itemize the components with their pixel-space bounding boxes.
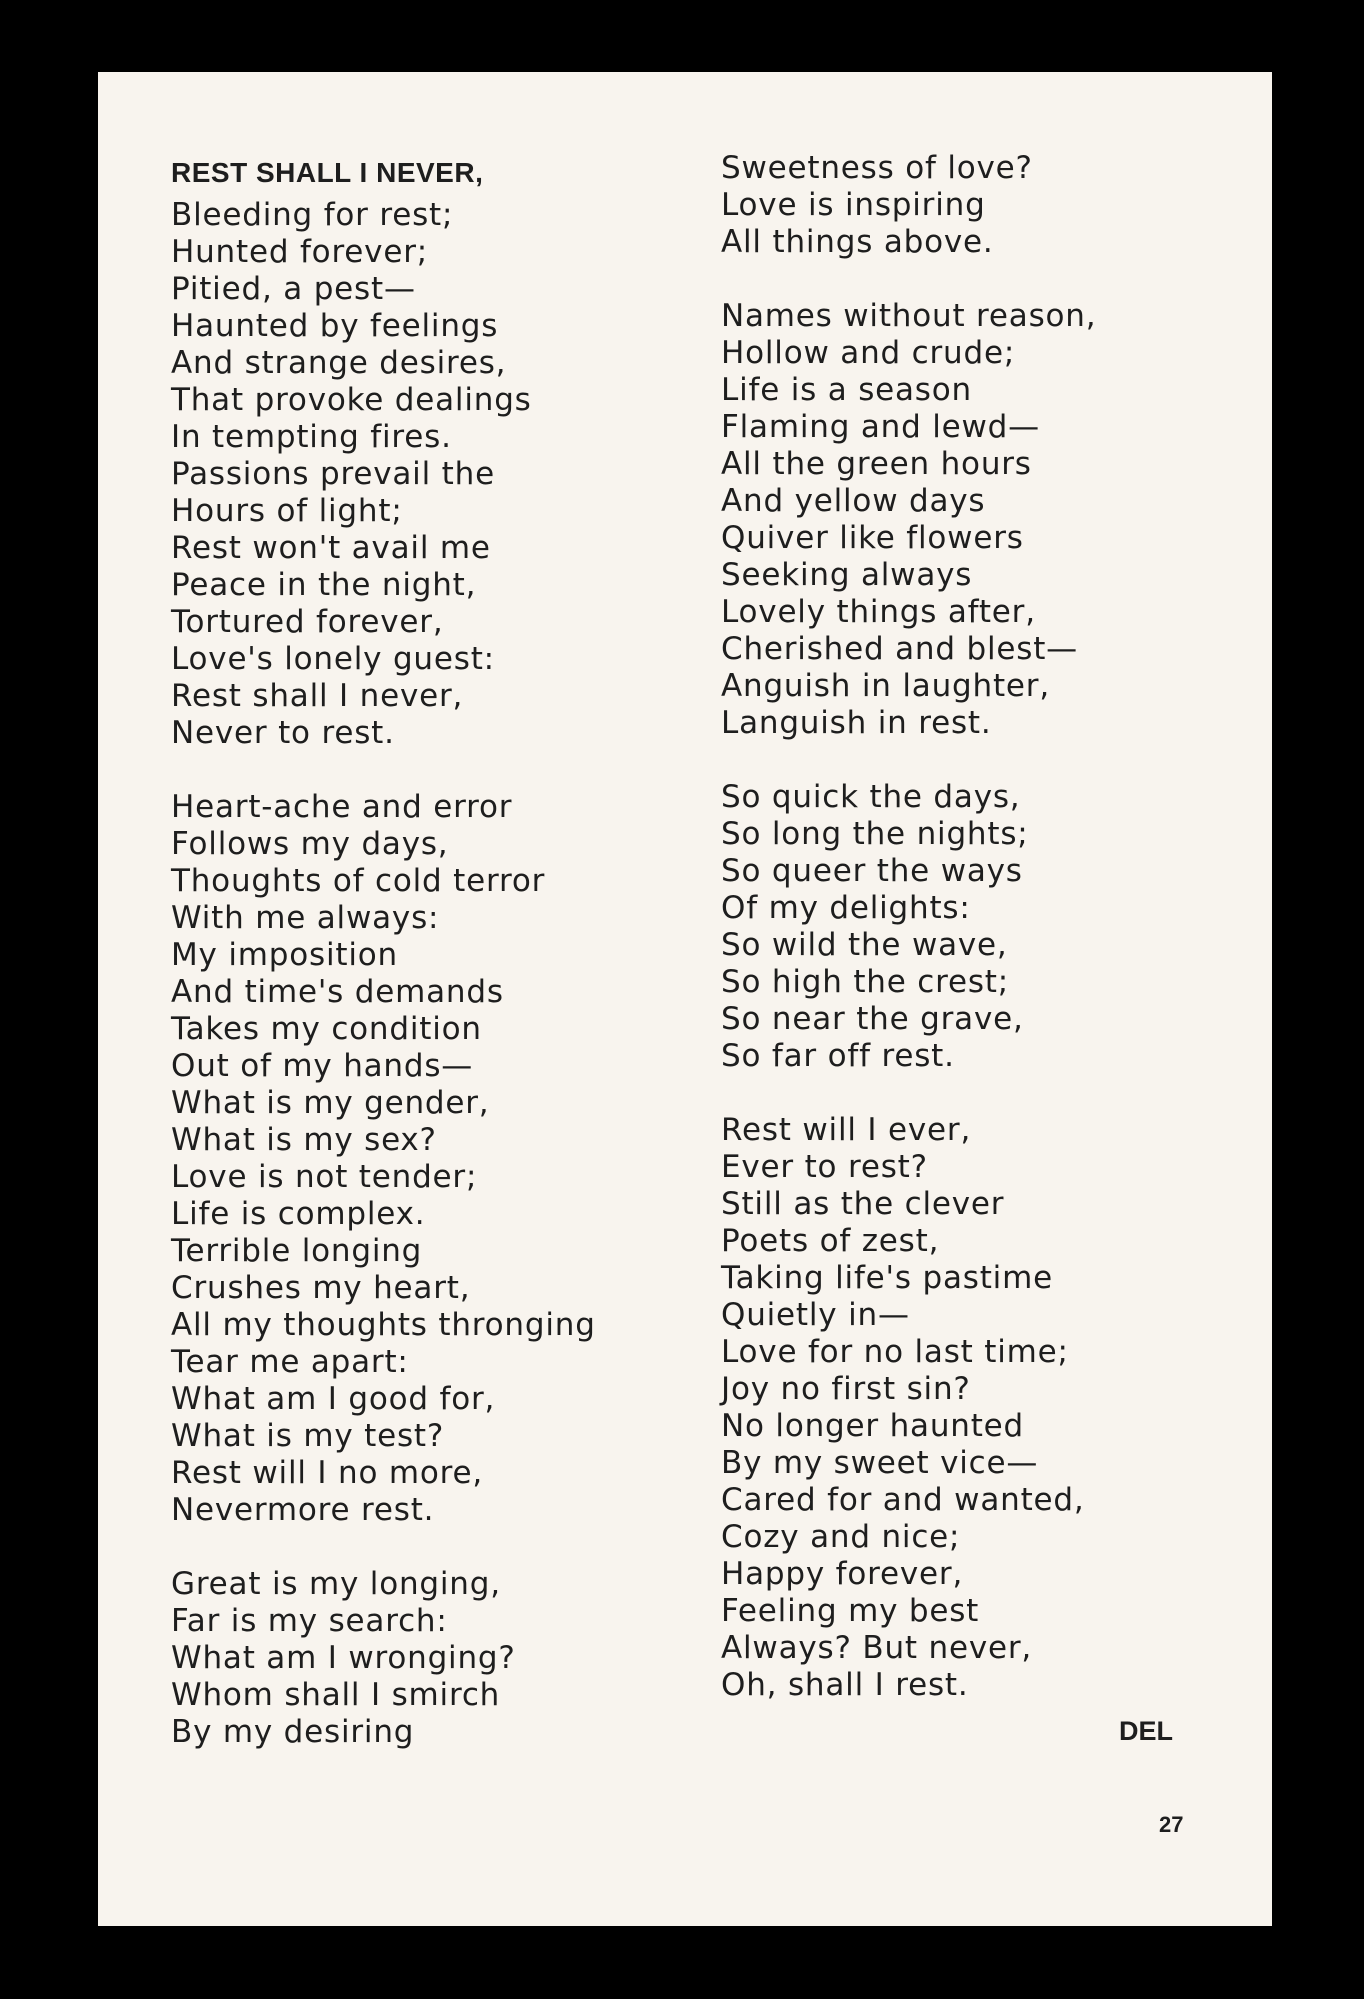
poem-line: With me always:: [171, 900, 440, 936]
poem-line: And strange desires,: [171, 345, 507, 381]
poem-line: Love for no last time;: [721, 1334, 1069, 1370]
poem-line: Quietly in—: [721, 1297, 910, 1333]
poem-line: Never to rest.: [171, 715, 395, 751]
poem-line: Love is inspiring: [721, 187, 986, 223]
poem-line: So queer the ways: [721, 853, 1023, 889]
poem-line: Always? But never,: [721, 1630, 1033, 1666]
poem-line: All my thoughts thronging: [171, 1307, 596, 1343]
poem-line: Life is complex.: [171, 1196, 426, 1232]
poem-line: And yellow days: [721, 483, 986, 519]
poem-line: Terrible longing: [171, 1233, 423, 1269]
poem-line: Tortured forever,: [171, 604, 444, 640]
poem-line: Great is my longing,: [171, 1566, 501, 1602]
poem-line: What is my sex?: [171, 1122, 437, 1158]
poem-line: So near the grave,: [721, 1001, 1024, 1037]
poem-line: Hollow and crude;: [721, 335, 1016, 371]
stanza: [721, 298, 1241, 742]
poem-line: Out of my hands—: [171, 1048, 474, 1084]
poem-line: Taking life's pastime: [721, 1260, 1053, 1296]
poem-line: Names without reason,: [721, 298, 1097, 334]
poem-line: Feeling my best: [721, 1593, 980, 1629]
left-column: [171, 150, 691, 1788]
poem-line: Hunted forever;: [171, 234, 428, 270]
poem-line: Passions prevail the: [171, 456, 495, 492]
page-number: 27: [1159, 1812, 1184, 1837]
poem-title: REST SHALL I NEVER,: [171, 157, 484, 188]
poem-line: All the green hours: [721, 446, 1032, 482]
poem-line: Far is my search:: [171, 1603, 448, 1639]
poem-line: So quick the days,: [721, 779, 1021, 815]
stanza: [171, 789, 691, 1529]
poem-line: Happy forever,: [721, 1556, 964, 1592]
stanza: [721, 779, 1241, 1075]
poem-line: Thoughts of cold terror: [171, 863, 546, 899]
poem-line: Oh, shall I rest.: [721, 1667, 969, 1703]
poem-line: All things above.: [721, 224, 994, 260]
poem-line: That provoke dealings: [171, 382, 532, 418]
poem-line: Takes my condition: [171, 1011, 482, 1047]
poem-line: Ever to rest?: [721, 1149, 928, 1185]
poem-line: Love is not tender;: [171, 1159, 478, 1195]
poem-line: My imposition: [171, 937, 398, 973]
poem-line: Joy no first sin?: [721, 1371, 971, 1407]
poem-line: Seeking always: [721, 557, 973, 593]
poem-line: Pitied, a pest—: [171, 271, 416, 307]
poem-line: By my desiring: [171, 1714, 415, 1750]
poem-line: Cherished and blest—: [721, 631, 1078, 667]
poem-line: Sweetness of love?: [721, 150, 1033, 186]
poem-line: Still as the clever: [721, 1186, 1005, 1222]
poem-line: Follows my days,: [171, 826, 449, 862]
poem-line: Tear me apart:: [171, 1344, 409, 1380]
poem-line: What am I good for,: [171, 1381, 496, 1417]
poem-line: Languish in rest.: [721, 705, 992, 741]
poem-line: And time's demands: [171, 974, 504, 1010]
poem-line: What am I wronging?: [171, 1640, 516, 1676]
poem-line: Rest shall I never,: [171, 678, 464, 714]
poem-line: Rest won't avail me: [171, 530, 491, 566]
poem-line: Love's lonely guest:: [171, 641, 495, 677]
poem-line: Rest will I no more,: [171, 1455, 484, 1491]
poem-author: DEL: [1119, 1716, 1173, 1746]
poem-line: Haunted by feelings: [171, 308, 499, 344]
poem-line: What is my test?: [171, 1418, 445, 1454]
poem-line: What is my gender,: [171, 1085, 490, 1121]
poem-line: So far off rest.: [721, 1038, 955, 1074]
stanza: [721, 1112, 1241, 1704]
page: [98, 72, 1272, 1926]
poem-line: Life is a season: [721, 372, 972, 408]
stanza: [171, 1566, 691, 1751]
stanza: [721, 150, 1241, 261]
poem-line: In tempting fires.: [171, 419, 452, 455]
right-column: [721, 150, 1241, 1741]
poem-line: So long the nights;: [721, 816, 1029, 852]
poem-line: Cared for and wanted,: [721, 1482, 1085, 1518]
poem-line: Anguish in laughter,: [721, 668, 1050, 704]
poem-line: Hours of light;: [171, 493, 403, 529]
poem-line: Peace in the night,: [171, 567, 477, 603]
poem-line: By my sweet vice—: [721, 1445, 1039, 1481]
stanza: [171, 197, 691, 752]
poem-line: So wild the wave,: [721, 927, 1008, 963]
poem-line: Crushes my heart,: [171, 1270, 471, 1306]
poem-line: Flaming and lewd—: [721, 409, 1040, 445]
poem-line: Rest will I ever,: [721, 1112, 972, 1148]
poem-line: Lovely things after,: [721, 594, 1036, 630]
poem-line: Whom shall I smirch: [171, 1677, 501, 1713]
poem-line: Quiver like flowers: [721, 520, 1024, 556]
poem-line: Bleeding for rest;: [171, 197, 454, 233]
poem-line: No longer haunted: [721, 1408, 1025, 1444]
poem-line: Heart-ache and error: [171, 789, 513, 825]
poem-line: Of my delights:: [721, 890, 971, 926]
poem-line: So high the crest;: [721, 964, 1009, 1000]
poem-line: Poets of zest,: [721, 1223, 940, 1259]
poem-line: Cozy and nice;: [721, 1519, 961, 1555]
poem-line: Nevermore rest.: [171, 1492, 435, 1528]
